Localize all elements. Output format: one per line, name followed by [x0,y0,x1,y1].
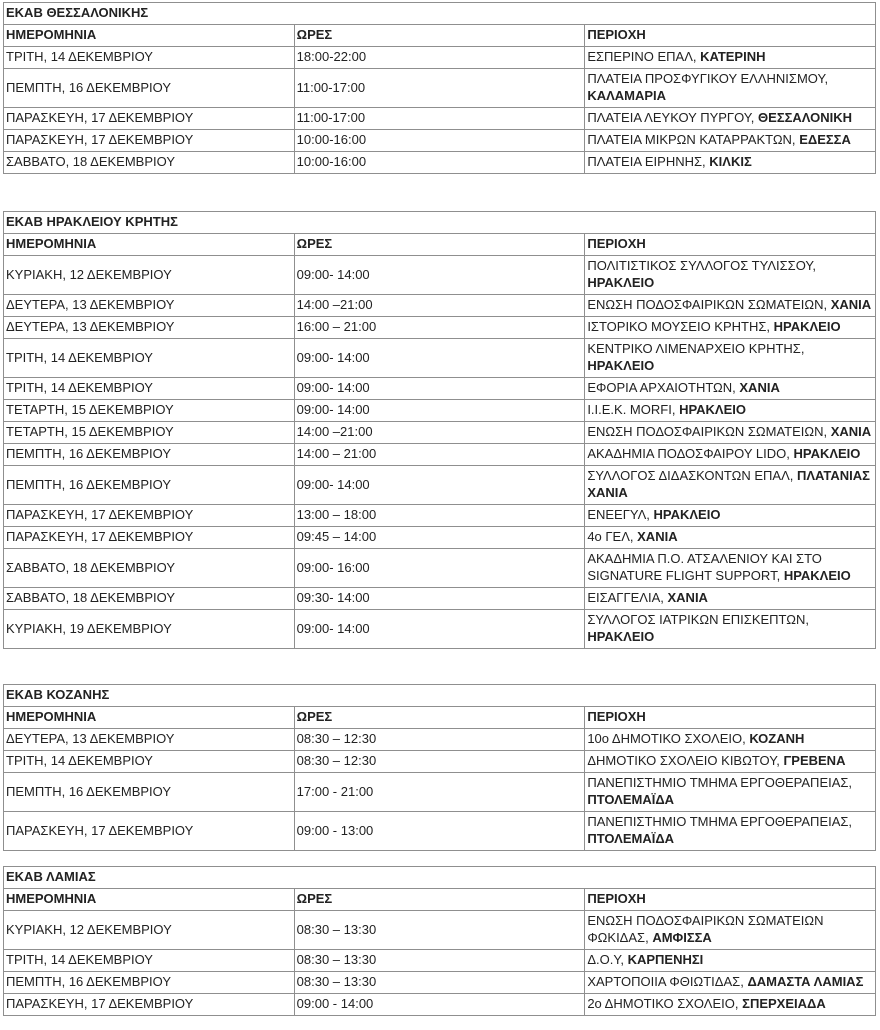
table-row [4,773,876,812]
row-date: ΠΑΡΑΣΚΕΥΗ, 17 ΔΕΚΕΜΒΡΙΟΥ [4,994,295,1016]
row-hours: 10:00-16:00 [294,152,585,174]
table-row [4,950,876,972]
row-hours: 09:00- 14:00 [294,256,585,295]
row-area [585,378,876,400]
row-hours: 09:00- 14:00 [294,466,585,505]
row-date: ΤΕΤΑΡΤΗ, 15 ΔΕΚΕΜΒΡΙΟΥ [4,422,295,444]
table-kozani [3,684,876,851]
row-hours: 14:00 –21:00 [294,295,585,317]
table-row [4,422,876,444]
row-place: ΠΛΑΤΑΝΙΑΣ ΧΑΝΙΑ [587,468,870,500]
row-date: ΚΥΡΙΑΚΗ, 12 ΔΕΚΕΜΒΡΙΟΥ [4,256,295,295]
table-row [4,295,876,317]
header-hours: ΩΡΕΣ [294,25,585,47]
row-venue: Ι.Ι.Ε.Κ. MORFI, [587,402,676,417]
table-header-row [4,889,876,911]
row-venue: ΠΛΑΤΕΙΑ ΛΕΥΚΟΥ ΠΥΡΓΟΥ, [587,110,755,125]
table-header-row [4,234,876,256]
row-venue: ΕΝΩΣΗ ΠΟΔΟΣΦΑΙΡΙΚΩΝ ΣΩΜΑΤΕΙΩΝ, [587,297,828,312]
row-area [585,466,876,505]
table-title: ΕΚΑΒ ΛΑΜΙΑΣ [4,867,876,889]
row-venue: ΕΦΟΡΙΑ ΑΡΧΑΙΟΤΗΤΩΝ, [587,380,736,395]
row-area [585,549,876,588]
table-row [4,339,876,378]
row-place: ΗΡΑΚΛΕΙΟ [773,319,841,334]
row-venue: ΠΛΑΤΕΙΑ ΕΙΡΗΝΗΣ, [587,154,706,169]
header-area: ΠΕΡΙΟΧΗ [585,234,876,256]
header-area: ΠΕΡΙΟΧΗ [585,707,876,729]
header-hours: ΩΡΕΣ [294,889,585,911]
row-place: ΚΑΤΕΡΙΝΗ [700,49,766,64]
row-area [585,505,876,527]
row-venue: ΕΝΕΕΓΥΛ, [587,507,650,522]
row-venue: 10ο ΔΗΜΟΤΙΚΟ ΣΧΟΛΕΙΟ, [587,731,746,746]
row-venue: ΣΥΛΛΟΓΟΣ ΙΑΤΡΙΚΩΝ ΕΠΙΣΚΕΠΤΩΝ, [587,612,809,627]
row-venue: ΣΥΛΛΟΓΟΣ ΔΙΔΑΣΚΟΝΤΩΝ ΕΠΑΛ, [587,468,794,483]
row-place: ΗΡΑΚΛΕΙΟ [653,507,721,522]
table-title-row [4,685,876,707]
row-venue: ΑΚΑΔΗΜΙΑ Π.Ο. ΑΤΣΑΛΕΝΙΟΥ ΚΑΙ ΣΤΟ SIGNATURE FLIGHT SUPPORT, [587,551,822,583]
table-row [4,751,876,773]
row-hours: 14:00 – 21:00 [294,444,585,466]
table-header-row [4,707,876,729]
row-area [585,444,876,466]
table-row [4,130,876,152]
header-hours: ΩΡΕΣ [294,234,585,256]
header-date: ΗΜΕΡΟΜΗΝΙΑ [4,707,295,729]
row-date: ΤΡΙΤΗ, 14 ΔΕΚΕΜΒΡΙΟΥ [4,47,295,69]
row-venue: ΔΗΜΟΤΙΚΟ ΣΧΟΛΕΙΟ ΚΙΒΩΤΟΥ, [587,753,780,768]
row-place: ΗΡΑΚΛΕΙΟ [793,446,861,461]
header-hours: ΩΡΕΣ [294,707,585,729]
row-venue: 4ο ΓΕΛ, [587,529,634,544]
row-venue: ΕΙΣΑΓΓΕΛΙΑ, [587,590,664,605]
table-row [4,378,876,400]
row-area [585,47,876,69]
row-place: ΗΡΑΚΛΕΙΟ [587,629,655,644]
row-place: ΚΑΡΠΕΝΗΣΙ [627,952,704,967]
row-place: ΑΜΦΙΣΣΑ [652,930,712,945]
row-date: ΣΑΒΒΑΤΟ, 18 ΔΕΚΕΜΒΡΙΟΥ [4,549,295,588]
table-row [4,466,876,505]
row-venue: Δ.Ο.Υ, [587,952,624,967]
row-area [585,527,876,549]
row-date: ΤΡΙΤΗ, 14 ΔΕΚΕΜΒΡΙΟΥ [4,950,295,972]
row-hours: 09:00 - 13:00 [294,812,585,851]
table-row [4,108,876,130]
row-venue: ΚΕΝΤΡΙΚΟ ΛΙΜΕΝΑΡΧΕΙΟ ΚΡΗΤΗΣ, [587,341,805,356]
row-place: ΠΤΟΛΕΜΑΪΔΑ [587,831,675,846]
table-title: ΕΚΑΒ ΗΡΑΚΛΕΙΟΥ ΚΡΗΤΗΣ [4,212,876,234]
table-row [4,400,876,422]
row-area [585,130,876,152]
row-date: ΤΡΙΤΗ, 14 ΔΕΚΕΜΒΡΙΟΥ [4,378,295,400]
row-area [585,339,876,378]
table-row [4,152,876,174]
row-area [585,950,876,972]
row-place: ΓΡΕΒΕΝΑ [783,753,846,768]
row-date: ΠΕΜΠΤΗ, 16 ΔΕΚΕΜΒΡΙΟΥ [4,444,295,466]
row-date: ΠΕΜΠΤΗ, 16 ΔΕΚΕΜΒΡΙΟΥ [4,466,295,505]
row-place: ΚΟΖΑΝΗ [749,731,805,746]
row-area [585,400,876,422]
header-date: ΗΜΕΡΟΜΗΝΙΑ [4,25,295,47]
row-place: ΧΑΝΙΑ [637,529,678,544]
row-place: ΗΡΑΚΛΕΙΟ [679,402,746,417]
row-venue: ΠΑΝΕΠΙΣΤΗΜΙΟ ΤΜΗΜΑ ΕΡΓΟΘΕΡΑΠΕΙΑΣ, [587,775,853,790]
row-area [585,911,876,950]
table-heraklion [3,211,876,649]
row-hours: 16:00 – 21:00 [294,317,585,339]
row-venue: 2ο ΔΗΜΟΤΙΚΟ ΣΧΟΛΕΙΟ, [587,996,739,1011]
row-hours: 10:00-16:00 [294,130,585,152]
table-header-row [4,25,876,47]
row-date: ΣΑΒΒΑΤΟ, 18 ΔΕΚΕΜΒΡΙΟΥ [4,152,295,174]
row-venue: ΠΛΑΤΕΙΑ ΠΡΟΣΦΥΓΙΚΟΥ ΕΛΛΗΝΙΣΜΟΥ, [587,71,829,86]
table-title: ΕΚΑΒ ΘΕΣΣΑΛΟΝΙΚΗΣ [4,3,876,25]
row-area [585,295,876,317]
table-row [4,47,876,69]
row-place: ΚΙΛΚΙΣ [709,154,752,169]
row-hours: 09:30- 14:00 [294,588,585,610]
row-venue: ΠΛΑΤΕΙΑ ΜΙΚΡΩΝ ΚΑΤΑΡΡΑΚΤΩΝ, [587,132,796,147]
row-venue: ΑΚΑΔΗΜΙΑ ΠΟΔΟΣΦΑΙΡΟΥ LIDO, [587,446,790,461]
row-place: ΔΑΜΑΣΤΑ ΛΑΜΙΑΣ [747,974,864,989]
row-area [585,812,876,851]
header-date: ΗΜΕΡΟΜΗΝΙΑ [4,889,295,911]
row-place: ΕΔΕΣΣΑ [799,132,851,147]
row-date: ΠΕΜΠΤΗ, 16 ΔΕΚΕΜΒΡΙΟΥ [4,69,295,108]
row-area [585,751,876,773]
row-hours: 08:30 – 13:30 [294,950,585,972]
row-place: ΚΑΛΑΜΑΡΙΑ [587,88,667,103]
table-row [4,972,876,994]
table-lamia [3,866,876,1016]
row-place: ΗΡΑΚΛΕΙΟ [587,358,655,373]
row-area [585,108,876,130]
row-date: ΤΡΙΤΗ, 14 ΔΕΚΕΜΒΡΙΟΥ [4,751,295,773]
row-hours: 09:45 – 14:00 [294,527,585,549]
row-date: ΠΑΡΑΣΚΕΥΗ, 17 ΔΕΚΕΜΒΡΙΟΥ [4,108,295,130]
table-title-row [4,3,876,25]
table-row [4,505,876,527]
row-hours: 09:00- 14:00 [294,339,585,378]
row-date: ΠΑΡΑΣΚΕΥΗ, 17 ΔΕΚΕΜΒΡΙΟΥ [4,527,295,549]
row-venue: ΕΝΩΣΗ ΠΟΔΟΣΦΑΙΡΙΚΩΝ ΣΩΜΑΤΕΙΩΝ, [587,424,828,439]
header-date: ΗΜΕΡΟΜΗΝΙΑ [4,234,295,256]
table-row [4,812,876,851]
row-venue: ΙΣΤΟΡΙΚΟ ΜΟΥΣΕΙΟ ΚΡΗΤΗΣ, [587,319,770,334]
table-row [4,911,876,950]
table-thessaloniki [3,2,876,174]
row-date: ΠΑΡΑΣΚΕΥΗ, 17 ΔΕΚΕΜΒΡΙΟΥ [4,812,295,851]
header-area: ΠΕΡΙΟΧΗ [585,25,876,47]
row-area [585,69,876,108]
table-row [4,527,876,549]
header-area: ΠΕΡΙΟΧΗ [585,889,876,911]
row-date: ΣΑΒΒΑΤΟ, 18 ΔΕΚΕΜΒΡΙΟΥ [4,588,295,610]
table-row [4,588,876,610]
row-date: ΔΕΥΤΕΡΑ, 13 ΔΕΚΕΜΒΡΙΟΥ [4,729,295,751]
row-date: ΔΕΥΤΕΡΑ, 13 ΔΕΚΕΜΒΡΙΟΥ [4,317,295,339]
row-date: ΚΥΡΙΑΚΗ, 19 ΔΕΚΕΜΒΡΙΟΥ [4,610,295,649]
row-area [585,152,876,174]
row-place: ΗΡΑΚΛΕΙΟ [587,275,655,290]
row-area [585,317,876,339]
table-row [4,69,876,108]
row-date: ΠΕΜΠΤΗ, 16 ΔΕΚΕΜΒΡΙΟΥ [4,972,295,994]
row-hours: 09:00- 14:00 [294,610,585,649]
table-row [4,729,876,751]
row-place: ΗΡΑΚΛΕΙΟ [783,568,851,583]
row-place: ΧΑΝΙΑ [739,380,780,395]
row-venue: ΕΣΠΕΡΙΝΟ ΕΠΑΛ, [587,49,697,64]
row-area [585,994,876,1016]
row-hours: 09:00- 16:00 [294,549,585,588]
row-venue: ΕΝΩΣΗ ΠΟΔΟΣΦΑΙΡΙΚΩΝ ΣΩΜΑΤΕΙΩΝ ΦΩΚΙΔΑΣ, [587,913,824,945]
row-place: ΣΠΕΡΧΕΙΑΔΑ [742,996,826,1011]
row-venue: ΧΑΡΤΟΠΟΙΙΑ ΦΘΙΩΤΙΔΑΣ, [587,974,744,989]
table-row [4,256,876,295]
table-title-row [4,212,876,234]
row-hours: 09:00- 14:00 [294,400,585,422]
table-title-row [4,867,876,889]
row-area [585,610,876,649]
row-place: ΠΤΟΛΕΜΑΪΔΑ [587,792,675,807]
row-date: ΚΥΡΙΑΚΗ, 12 ΔΕΚΕΜΒΡΙΟΥ [4,911,295,950]
table-row [4,994,876,1016]
row-area [585,422,876,444]
row-area [585,773,876,812]
row-hours: 11:00-17:00 [294,108,585,130]
row-hours: 08:30 – 13:30 [294,911,585,950]
row-area [585,588,876,610]
row-area [585,729,876,751]
row-date: ΤΕΤΑΡΤΗ, 15 ΔΕΚΕΜΒΡΙΟΥ [4,400,295,422]
row-place: ΘΕΣΣΑΛΟΝΙΚΗ [758,110,853,125]
row-hours: 08:30 – 13:30 [294,972,585,994]
table-row [4,549,876,588]
row-date: ΔΕΥΤΕΡΑ, 13 ΔΕΚΕΜΒΡΙΟΥ [4,295,295,317]
row-hours: 08:30 – 12:30 [294,729,585,751]
row-area [585,972,876,994]
row-place: ΧΑΝΙΑ [667,590,708,605]
row-hours: 17:00 - 21:00 [294,773,585,812]
row-venue: ΠΑΝΕΠΙΣΤΗΜΙΟ ΤΜΗΜΑ ΕΡΓΟΘΕΡΑΠΕΙΑΣ, [587,814,853,829]
row-hours: 13:00 – 18:00 [294,505,585,527]
row-place: ΧΑΝΙΑ [830,424,872,439]
row-hours: 09:00- 14:00 [294,378,585,400]
table-title: ΕΚΑΒ ΚΟΖΑΝΗΣ [4,685,876,707]
table-row [4,317,876,339]
row-hours: 08:30 – 12:30 [294,751,585,773]
row-date: ΠΑΡΑΣΚΕΥΗ, 17 ΔΕΚΕΜΒΡΙΟΥ [4,505,295,527]
row-hours: 18:00-22:00 [294,47,585,69]
table-row [4,610,876,649]
row-venue: ΠΟΛΙΤΙΣΤΙΚΟΣ ΣΥΛΛΟΓΟΣ ΤΥΛΙΣΣΟΥ, [587,258,817,273]
row-place: ΧΑΝΙΑ [830,297,872,312]
row-hours: 14:00 –21:00 [294,422,585,444]
row-hours: 11:00-17:00 [294,69,585,108]
row-date: ΤΡΙΤΗ, 14 ΔΕΚΕΜΒΡΙΟΥ [4,339,295,378]
row-area [585,256,876,295]
table-row [4,444,876,466]
row-date: ΠΑΡΑΣΚΕΥΗ, 17 ΔΕΚΕΜΒΡΙΟΥ [4,130,295,152]
row-date: ΠΕΜΠΤΗ, 16 ΔΕΚΕΜΒΡΙΟΥ [4,773,295,812]
row-hours: 09:00 - 14:00 [294,994,585,1016]
